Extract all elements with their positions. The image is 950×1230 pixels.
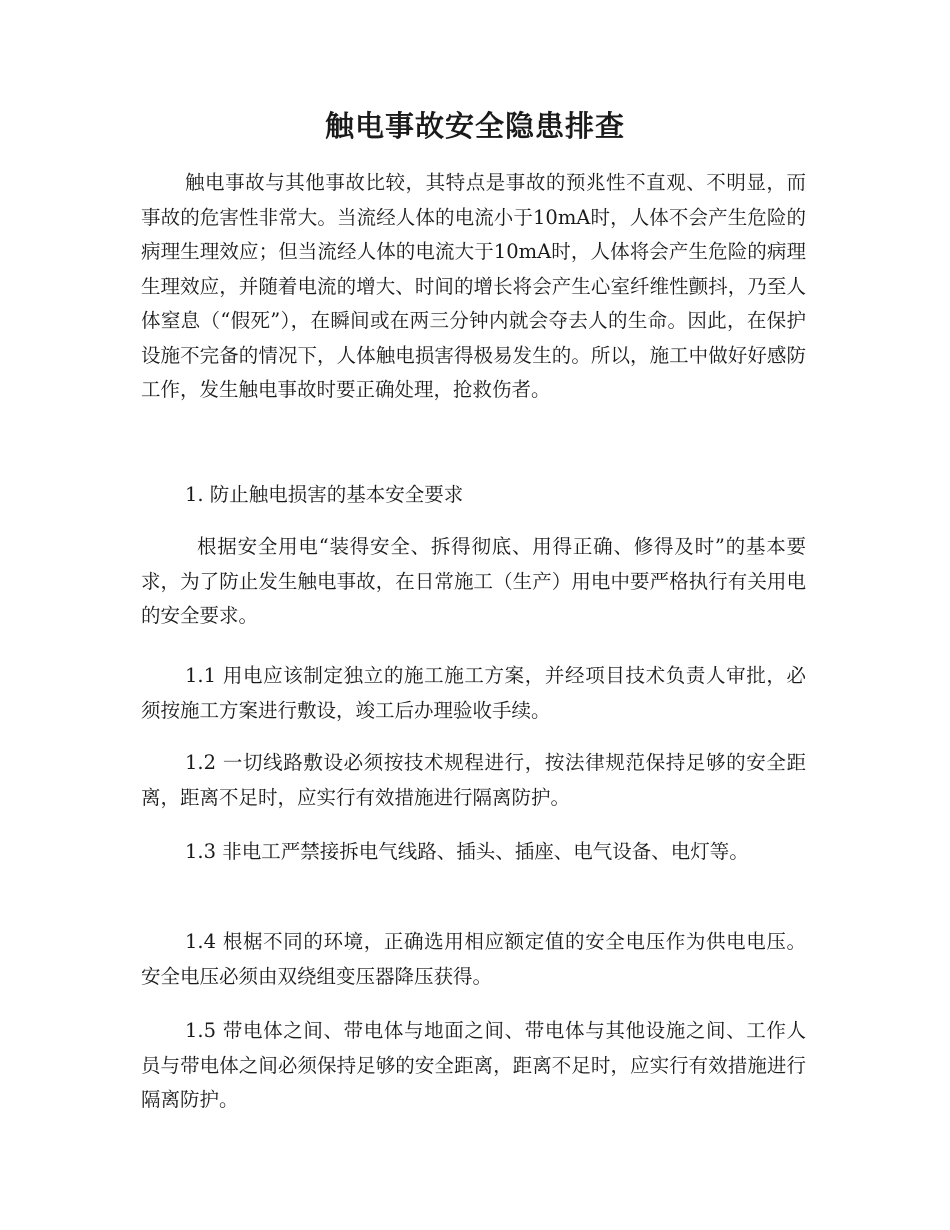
intro-paragraph: 触电事故与其他事故比较，其特点是事故的预兆性不直观、不明显，而事故的危害性非常大。当流经人体的电流小于10mA时，人体不会产生危险的病理生理效应；但当流经人体的电流大于10mA时，人体将会产生危险的病理生理效应，并随着电流的增大、时间的增长将会产生心室纤维性颤抖，乃至人体窒息（“假死”），在瞬间或在两三分钟内就会夺去人的生命。因此，在保护设施不完备的情况下，人体触电损害得极易发生的。所以，施工中做好好感防工作，发生触电事故时要正确处理，抢救伤者。 bbox=[141, 171, 806, 401]
basic-requirement-paragraph: 根据安全用电“装得安全、拆得彻底、用得正确、修得及时”的基本要求，为了防止发生触电事故，在日常施工（生产）用电中要严格执行有关用电的安全要求。 bbox=[141, 535, 806, 627]
section-heading: 1. 防止触电损害的基本安全要求 bbox=[185, 483, 464, 506]
requirement-item-1-1: 1.1 用电应该制定独立的施工施工方案，并经项目技术负责人审批，必须按施工方案进行敷设，竣工后办理验收手续。 bbox=[141, 664, 806, 722]
requirement-item-1-3: 1.3 非电工严禁接拆电气线路、插头、插座、电气设备、电灯等。 bbox=[185, 840, 749, 863]
requirement-item-1-2: 1.2 一切线路敷设必须按技术规程进行，按法律规范保持足够的安全距离，距离不足时，应实行有效措施进行隔离防护。 bbox=[141, 751, 806, 809]
requirement-item-1-4: 1.4 根椐不同的环境，正确选用相应额定值的安全电压作为供电电压。安全电压必须由双绕组变压器降压获得。 bbox=[141, 930, 806, 988]
page-title: 触电事故安全隐患排查 bbox=[324, 109, 625, 143]
requirement-item-1-5: 1.5 带电体之间、带电体与地面之间、带电体与其他设施之间、工作人员与带电体之间必须保持足够的安全距离，距离不足时，应实行有效措施进行隔离防护。 bbox=[141, 1019, 806, 1111]
